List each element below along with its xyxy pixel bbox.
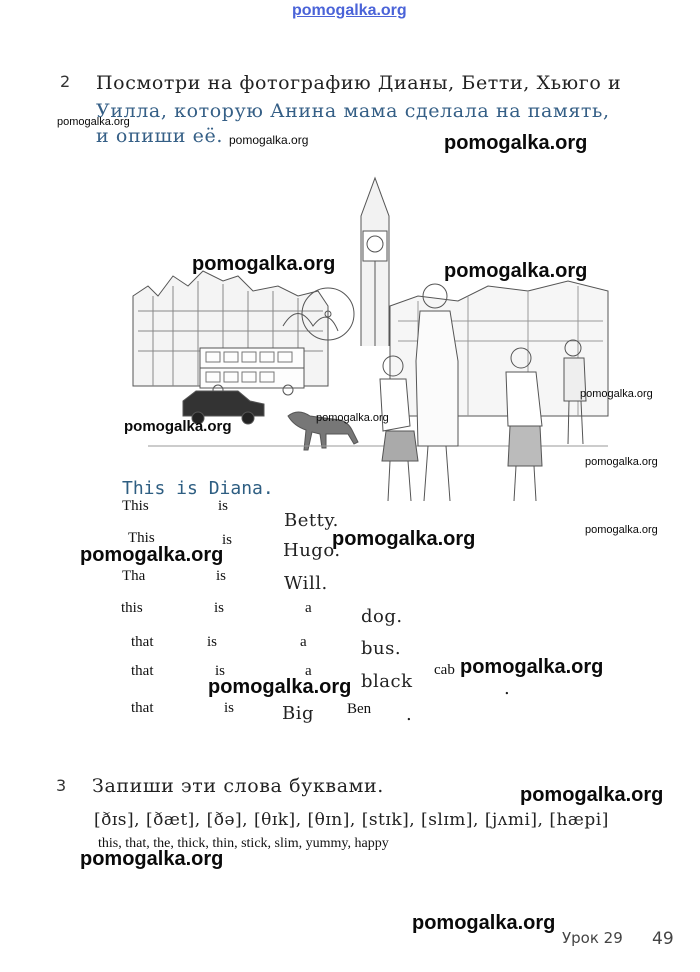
- watermark: pomogalka.org: [412, 912, 556, 934]
- watermark: pomogalka.org: [585, 524, 658, 536]
- task2-number: 2: [60, 72, 71, 91]
- watermark-top[interactable]: pomogalka.org: [292, 2, 407, 19]
- row-word: is: [224, 700, 235, 716]
- row-word: dog.: [361, 606, 403, 627]
- task3-number: 3: [56, 776, 67, 795]
- row-word: that: [131, 634, 154, 650]
- row-word: a: [305, 663, 312, 679]
- row-word: is: [214, 600, 225, 616]
- row-word: is: [218, 498, 229, 514]
- task3-answer: this, that, the, thick, thin, stick, slim, yummy, happy: [98, 836, 389, 851]
- row-word: Will.: [284, 573, 328, 594]
- london-illustration: [128, 176, 628, 516]
- row-word: Tha: [122, 568, 146, 584]
- row-word: that: [131, 663, 154, 679]
- row-word: is: [207, 634, 218, 650]
- watermark: pomogalka.org: [124, 418, 232, 435]
- row-word: is: [215, 663, 226, 679]
- row-word: cab: [434, 662, 455, 678]
- watermark: pomogalka.org: [80, 848, 224, 870]
- row-word: black: [361, 671, 413, 692]
- watermark: pomogalka.org: [460, 656, 604, 678]
- task2-line1: Посмотри на фотографию Дианы, Бетти, Хьюго и: [96, 72, 622, 94]
- lesson-label: Урок 29: [562, 929, 623, 947]
- watermark: pomogalka.org: [444, 132, 588, 154]
- task2-line2: Уилла, которую Анина мама сделала на память,: [96, 100, 610, 122]
- row-word: is: [222, 532, 233, 548]
- row-word: Ben: [347, 701, 372, 717]
- example-sentence: This is Diana.: [122, 478, 274, 499]
- row-word: Betty.: [284, 510, 339, 531]
- watermark: pomogalka.org: [57, 116, 130, 128]
- watermark: pomogalka.org: [316, 412, 389, 424]
- blank-dot: .: [406, 704, 412, 725]
- watermark: pomogalka.org: [192, 253, 336, 275]
- row-word: a: [305, 600, 312, 616]
- watermark: pomogalka.org: [80, 544, 224, 566]
- watermark: pomogalka.org: [229, 133, 309, 147]
- page-number: 49: [652, 929, 674, 949]
- watermark: pomogalka.org: [444, 260, 588, 282]
- blank-dot: .: [504, 678, 510, 699]
- row-word: This: [128, 530, 155, 546]
- row-word: that: [131, 700, 154, 716]
- row-word: Big: [282, 703, 315, 724]
- row-word: bus.: [361, 638, 402, 659]
- watermark: pomogalka.org: [580, 388, 653, 400]
- row-word: a: [300, 634, 307, 650]
- task3-transcriptions: [ðɪs], [ðæt], [ðə], [θɪk], [θɪn], [stɪk], [slɪm], [jʌmi], [hæpi]: [94, 810, 609, 830]
- watermark: pomogalka.org: [585, 456, 658, 468]
- task3-title: Запиши эти слова буквами.: [92, 775, 384, 797]
- task2-line3: и опиши её.: [96, 125, 223, 147]
- row-word: Hugo.: [283, 540, 341, 561]
- row-word: This: [122, 498, 149, 514]
- row-word: is: [216, 568, 227, 584]
- watermark: pomogalka.org: [332, 528, 476, 550]
- watermark: pomogalka.org: [520, 784, 664, 806]
- row-word: this: [121, 600, 143, 616]
- watermark: pomogalka.org: [208, 676, 352, 698]
